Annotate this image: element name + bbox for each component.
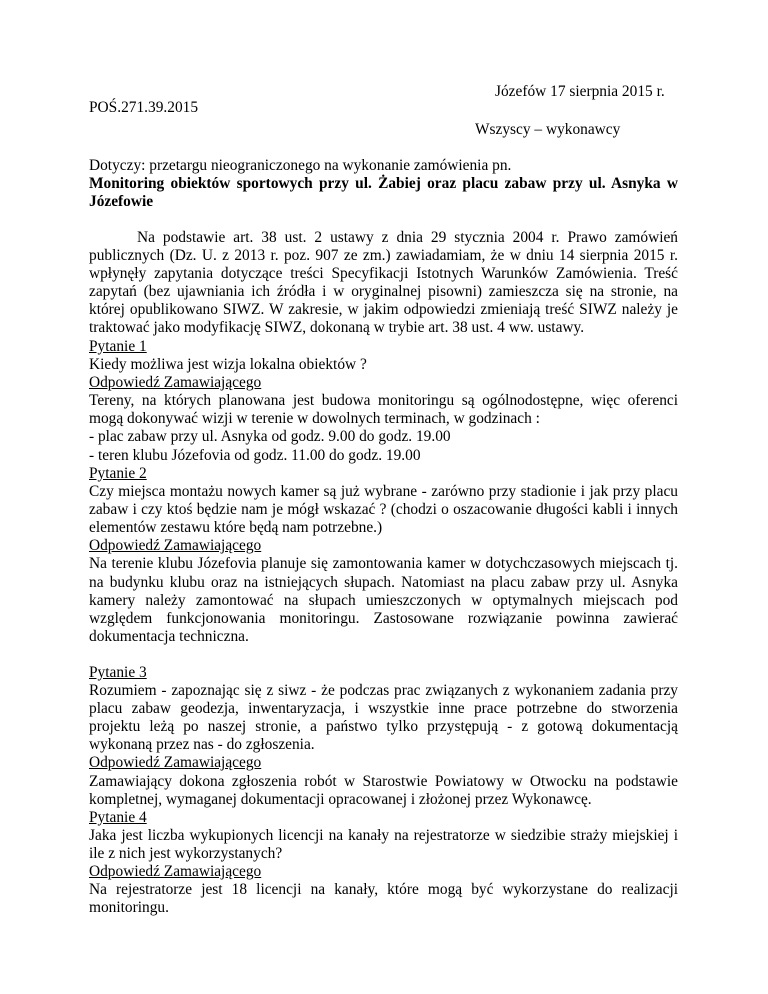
reference-number: POŚ.271.39.2015 (89, 99, 199, 116)
qa-item-4 (89, 809, 678, 918)
qa-item-2 (89, 465, 678, 646)
subject-block (89, 157, 678, 211)
place-date: Józefów 17 sierpnia 2015 r. (495, 83, 665, 100)
answer-label: Odpowiedź Zamawiającego (89, 537, 262, 555)
answer-text: Na terenie klubu Józefovia planuje się zamontowania kamer w dotychczasowych miejscach tj. na budynku klubu oraz na istniejących słupach. Natomiast na placu zabaw przy ul. Asnyka kamery należy zamontować na słupach umieszczonych w optymalnych miejscach pod względem funkcjonowania monitoringu. Zastosowane rozwiązanie powinna zawierać dokumentacja techniczna. (89, 555, 678, 645)
answer-line: - plac zabaw przy ul. Asnyka od godz. 9.00 do godz. 19.00 (89, 428, 451, 446)
question-text: Czy miejsca montażu nowych kamer są już wybrane - zarówno przy stadionie i jak przy placu zabaw i czy ktoś będzie nam je mógł wskazać ? (chodzi o oszacowanie długości kabli i innych elementów zestawu które będą nam potrzebne.) (89, 483, 678, 537)
question-label: Pytanie 2 (89, 465, 147, 482)
subject-intro: Dotyczy: przetargu nieograniczonego na wykonanie zamówienia pn. (89, 157, 512, 174)
question-text: Jaka jest liczba wykupionych licencji na kanały na rejestratorze w siedzibie straży miejskiej i ile z nich jest wykorzystanych? (89, 827, 678, 863)
answer-text: Zamawiający dokona zgłoszenia robót w Starostwie Powiatowy w Otwocku na podstawie kompletnej, wymaganej dokumentacji opracowanej i złożonej przez Wykonawcę. (89, 772, 678, 808)
answer-label: Odpowiedź Zamawiającego (89, 754, 262, 772)
question-label: Pytanie 3 (89, 664, 147, 681)
subject-title: Monitoring obiektów sportowych przy ul. Żabiej oraz placu zabaw przy ul. Asnyka w Józefowie (89, 175, 678, 211)
question-text: Kiedy możliwa jest wizja lokalna obiektów ? (89, 356, 367, 374)
answer-text: Na rejestratorze jest 18 licencji na kanały, które mogą być wykorzystane do realizacji monitoringu. (89, 881, 678, 917)
answer-label: Odpowiedź Zamawiającego (89, 863, 262, 881)
question-text: Rozumiem - zapoznając się z siwz - że podczas prac związanych z wykonaniem zadania przy placu zabaw geodezja, inwentaryzacja, i wszystkie inne prace potrzebne do stworzenia projektu leżą po naszej stronie, a państwo tylko przystępują - z gotową dokumentacją wykonaną przez nas - do zgłoszenia. (89, 682, 678, 754)
qa-item-3 (89, 664, 678, 809)
answer-text: Tereny, na których planowana jest budowa monitoringu są ogólnodostępne, więc oferenci mogą dokonywać wizji w terenie w dowolnych terminach, w godzinach : (89, 392, 678, 428)
answer-line: - teren klubu Józefovia od godz. 11.00 do godz. 19.00 (89, 446, 421, 464)
question-label: Pytanie 4 (89, 809, 147, 826)
qa-item-1 (89, 338, 678, 465)
answer-label: Odpowiedź Zamawiającego (89, 374, 262, 392)
recipients: Wszyscy – wykonawcy (475, 121, 621, 138)
preamble: Na podstawie art. 38 ust. 2 ustawy z dnia 29 stycznia 2004 r. Prawo zamówień publicznych (Dz. U. z 2013 r. poz. 907 ze zm.) zawiadamiam, że w dniu 14 sierpnia 2015 r. wpłynęły zapytania dotyczące treści Specyfikacji Istotnych Warunków Zamówienia. Treść zapytań (bez ujawniania ich źródła i w oryginalnej pisowni) zamieszcza się na stronie, na której opublikowano SIWZ. W zakresie, w jakim odpowiedzi zmieniają treść SIWZ należy je traktować jako modyfikację SIWZ, dokonaną w trybie art. 38 ust. 4 ww. ustawy. (89, 229, 678, 337)
question-label: Pytanie 1 (89, 338, 147, 355)
